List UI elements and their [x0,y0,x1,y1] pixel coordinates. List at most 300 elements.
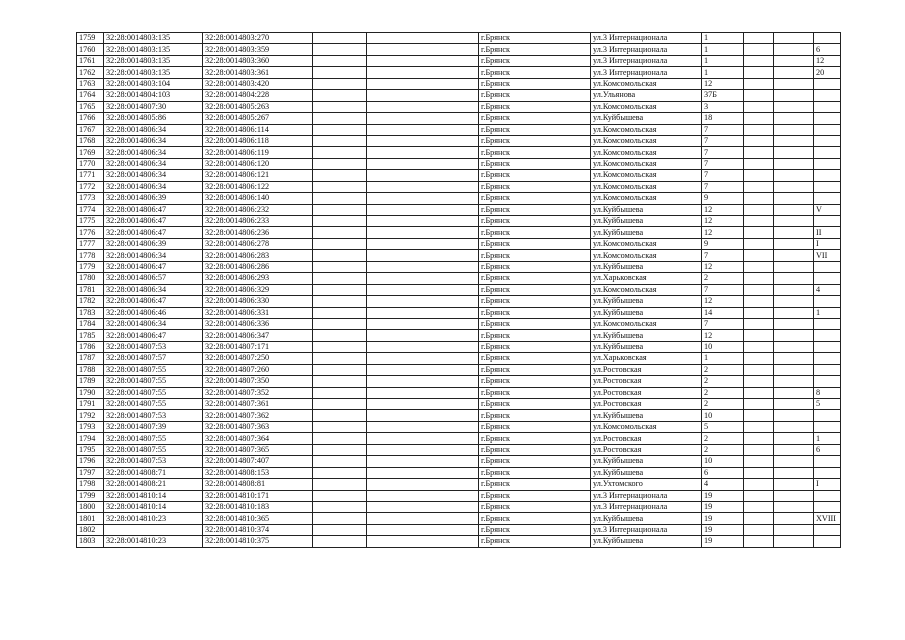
street-cell: ул.Комсомольская [591,124,702,135]
premises-number-cell [814,296,841,307]
empty-cell-b [367,113,479,124]
house-number-cell: 19 [702,536,744,547]
city-cell: г.Брянск [479,330,591,341]
city-cell: г.Брянск [479,55,591,66]
empty-cell-d [774,387,814,398]
empty-cell-a [313,250,367,261]
empty-cell-c [744,273,774,284]
cadastral-number-cell: 32:28:0014807:352 [203,387,313,398]
row-number-cell: 1798 [77,479,104,490]
empty-cell-c [744,341,774,352]
city-cell: г.Брянск [479,158,591,169]
row-number-cell: 1786 [77,341,104,352]
cadastral-number-cell: 32:28:0014806:120 [203,158,313,169]
city-cell: г.Брянск [479,399,591,410]
row-number-cell: 1772 [77,181,104,192]
empty-cell-b [367,250,479,261]
empty-cell-c [744,364,774,375]
premises-number-cell [814,147,841,158]
parent-cadastral-cell: 32:28:0014803:104 [104,78,203,89]
empty-cell-d [774,113,814,124]
cadastral-number-cell: 32:28:0014807:260 [203,364,313,375]
street-cell: ул.Куйбышева [591,341,702,352]
empty-cell-d [774,55,814,66]
empty-cell-a [313,421,367,432]
house-number-cell: 2 [702,444,744,455]
empty-cell-b [367,387,479,398]
row-number-cell: 1778 [77,250,104,261]
row-number-cell: 1784 [77,318,104,329]
empty-cell-b [367,341,479,352]
city-cell: г.Брянск [479,490,591,501]
empty-cell-d [774,433,814,444]
street-cell: ул.Куйбышева [591,467,702,478]
city-cell: г.Брянск [479,467,591,478]
empty-cell-c [744,67,774,78]
empty-cell-c [744,353,774,364]
city-cell: г.Брянск [479,501,591,512]
house-number-cell: 12 [702,78,744,89]
city-cell: г.Брянск [479,147,591,158]
empty-cell-b [367,193,479,204]
empty-cell-b [367,238,479,249]
premises-number-cell [814,158,841,169]
row-number-cell: 1792 [77,410,104,421]
parent-cadastral-cell: 32:28:0014810:14 [104,490,203,501]
street-cell: ул.Куйбышева [591,296,702,307]
city-cell: г.Брянск [479,273,591,284]
empty-cell-a [313,216,367,227]
row-number-cell: 1779 [77,261,104,272]
cadastral-number-cell: 32:28:0014807:407 [203,456,313,467]
parent-cadastral-cell: 32:28:0014807:39 [104,421,203,432]
street-cell: ул.Ухтомского [591,479,702,490]
table-row [77,44,841,55]
table-row [77,55,841,66]
parent-cadastral-cell: 32:28:0014810:23 [104,536,203,547]
house-number-cell: 12 [702,330,744,341]
empty-cell-a [313,170,367,181]
house-number-cell: 1 [702,44,744,55]
cadastral-number-cell: 32:28:0014803:270 [203,33,313,44]
house-number-cell: 2 [702,273,744,284]
house-number-cell: 1 [702,67,744,78]
cadastral-number-cell: 32:28:0014806:233 [203,216,313,227]
parent-cadastral-cell: 32:28:0014807:55 [104,433,203,444]
empty-cell-a [313,101,367,112]
row-number-cell: 1787 [77,353,104,364]
empty-cell-b [367,284,479,295]
premises-number-cell [814,216,841,227]
premises-number-cell [814,33,841,44]
table-row [77,67,841,78]
parent-cadastral-cell: 32:28:0014806:34 [104,318,203,329]
empty-cell-d [774,90,814,101]
premises-number-cell [814,410,841,421]
city-cell: г.Брянск [479,284,591,295]
city-cell: г.Брянск [479,44,591,55]
row-number-cell: 1789 [77,376,104,387]
row-number-cell: 1761 [77,55,104,66]
empty-cell-a [313,44,367,55]
empty-cell-c [744,147,774,158]
table-row [77,387,841,398]
empty-cell-c [744,216,774,227]
empty-cell-b [367,410,479,421]
cadastral-number-cell: 32:28:0014806:140 [203,193,313,204]
empty-cell-a [313,341,367,352]
street-cell: ул.3 Интернационала [591,55,702,66]
cadastral-number-cell: 32:28:0014806:286 [203,261,313,272]
table-row [77,364,841,375]
cadastral-number-cell: 32:28:0014807:362 [203,410,313,421]
parent-cadastral-cell: 32:28:0014806:34 [104,135,203,146]
premises-number-cell [814,341,841,352]
empty-cell-c [744,227,774,238]
city-cell: г.Брянск [479,364,591,375]
empty-cell-c [744,433,774,444]
street-cell: ул.3 Интернационала [591,33,702,44]
empty-cell-c [744,193,774,204]
city-cell: г.Брянск [479,124,591,135]
street-cell: ул.Комсомольская [591,170,702,181]
parent-cadastral-cell: 32:28:0014806:47 [104,330,203,341]
empty-cell-a [313,513,367,524]
table-row [77,399,841,410]
empty-cell-b [367,78,479,89]
cadastral-number-cell: 32:28:0014807:171 [203,341,313,352]
premises-number-cell [814,101,841,112]
parent-cadastral-cell: 32:28:0014805:86 [104,113,203,124]
registry-table [76,32,841,548]
empty-cell-d [774,101,814,112]
empty-cell-a [313,330,367,341]
premises-number-cell [814,135,841,146]
parent-cadastral-cell: 32:28:0014803:135 [104,67,203,78]
house-number-cell: 14 [702,307,744,318]
empty-cell-c [744,113,774,124]
empty-cell-c [744,376,774,387]
empty-cell-c [744,101,774,112]
empty-cell-a [313,193,367,204]
parent-cadastral-cell: 32:28:0014806:47 [104,296,203,307]
city-cell: г.Брянск [479,33,591,44]
table-row [77,524,841,535]
row-number-cell: 1770 [77,158,104,169]
empty-cell-a [313,456,367,467]
house-number-cell: 5 [702,421,744,432]
premises-number-cell [814,421,841,432]
parent-cadastral-cell: 32:28:0014806:34 [104,181,203,192]
table-row [77,296,841,307]
street-cell: ул.Комсомольская [591,238,702,249]
empty-cell-b [367,501,479,512]
table-row [77,490,841,501]
empty-cell-d [774,490,814,501]
empty-cell-d [774,170,814,181]
row-number-cell: 1782 [77,296,104,307]
empty-cell-a [313,227,367,238]
empty-cell-d [774,341,814,352]
row-number-cell: 1763 [77,78,104,89]
table-row [77,238,841,249]
premises-number-cell [814,261,841,272]
empty-cell-d [774,284,814,295]
cadastral-number-cell: 32:28:0014805:267 [203,113,313,124]
street-cell: ул.Куйбышева [591,307,702,318]
table-row [77,410,841,421]
parent-cadastral-cell: 32:28:0014806:34 [104,147,203,158]
parent-cadastral-cell: 32:28:0014807:55 [104,364,203,375]
empty-cell-a [313,181,367,192]
table-row [77,501,841,512]
house-number-cell: 12 [702,216,744,227]
cadastral-number-cell: 32:28:0014807:363 [203,421,313,432]
cadastral-number-cell: 32:28:0014806:121 [203,170,313,181]
empty-cell-d [774,536,814,547]
table-row [77,135,841,146]
parent-cadastral-cell: 32:28:0014807:55 [104,399,203,410]
city-cell: г.Брянск [479,67,591,78]
house-number-cell: 18 [702,113,744,124]
empty-cell-d [774,524,814,535]
street-cell: ул.3 Интернационала [591,67,702,78]
parent-cadastral-cell: 32:28:0014806:47 [104,261,203,272]
table-row [77,318,841,329]
empty-cell-d [774,227,814,238]
city-cell: г.Брянск [479,318,591,329]
empty-cell-c [744,250,774,261]
house-number-cell: 1 [702,353,744,364]
empty-cell-a [313,399,367,410]
empty-cell-c [744,204,774,215]
empty-cell-c [744,124,774,135]
empty-cell-b [367,307,479,318]
empty-cell-c [744,44,774,55]
house-number-cell: 2 [702,433,744,444]
street-cell: ул.Комсомольская [591,147,702,158]
empty-cell-b [367,456,479,467]
empty-cell-b [367,296,479,307]
house-number-cell: 7 [702,318,744,329]
parent-cadastral-cell: 32:28:0014806:39 [104,193,203,204]
row-number-cell: 1774 [77,204,104,215]
table-row [77,78,841,89]
cadastral-number-cell: 32:28:0014803:361 [203,67,313,78]
city-cell: г.Брянск [479,204,591,215]
empty-cell-a [313,147,367,158]
premises-number-cell [814,490,841,501]
table-row [77,433,841,444]
house-number-cell: 19 [702,501,744,512]
row-number-cell: 1762 [77,67,104,78]
row-number-cell: 1780 [77,273,104,284]
premises-number-cell [814,364,841,375]
premises-number-cell [814,113,841,124]
city-cell: г.Брянск [479,296,591,307]
cadastral-number-cell: 32:28:0014807:364 [203,433,313,444]
table-row [77,444,841,455]
empty-cell-a [313,433,367,444]
empty-cell-a [313,284,367,295]
empty-cell-b [367,170,479,181]
city-cell: г.Брянск [479,524,591,535]
parent-cadastral-cell: 32:28:0014806:47 [104,216,203,227]
city-cell: г.Брянск [479,181,591,192]
empty-cell-a [313,296,367,307]
empty-cell-d [774,421,814,432]
premises-number-cell [814,501,841,512]
street-cell: ул.Комсомольская [591,135,702,146]
empty-cell-d [774,273,814,284]
parent-cadastral-cell: 32:28:0014807:55 [104,444,203,455]
empty-cell-a [313,501,367,512]
street-cell: ул.Куйбышева [591,536,702,547]
empty-cell-a [313,113,367,124]
table-row [77,330,841,341]
cadastral-number-cell: 32:28:0014806:330 [203,296,313,307]
empty-cell-c [744,296,774,307]
empty-cell-b [367,147,479,158]
row-number-cell: 1800 [77,501,104,512]
empty-cell-d [774,135,814,146]
house-number-cell: 7 [702,250,744,261]
empty-cell-c [744,479,774,490]
empty-cell-c [744,181,774,192]
empty-cell-b [367,124,479,135]
empty-cell-c [744,330,774,341]
parent-cadastral-cell: 32:28:0014807:53 [104,456,203,467]
premises-number-cell: XVIII [814,513,841,524]
empty-cell-b [367,318,479,329]
premises-number-cell [814,467,841,478]
street-cell: ул.Комсомольская [591,250,702,261]
empty-cell-c [744,410,774,421]
premises-number-cell [814,376,841,387]
empty-cell-c [744,501,774,512]
empty-cell-d [774,78,814,89]
street-cell: ул.Ростовская [591,433,702,444]
table-row [77,33,841,44]
row-number-cell: 1799 [77,490,104,501]
empty-cell-b [367,421,479,432]
parent-cadastral-cell: 32:28:0014807:53 [104,341,203,352]
empty-cell-b [367,33,479,44]
row-number-cell: 1783 [77,307,104,318]
parent-cadastral-cell: 32:28:0014803:135 [104,33,203,44]
table-row [77,284,841,295]
empty-cell-b [367,524,479,535]
row-number-cell: 1788 [77,364,104,375]
empty-cell-a [313,135,367,146]
street-cell: ул.3 Интернационала [591,501,702,512]
cadastral-number-cell: 32:28:0014810:365 [203,513,313,524]
city-cell: г.Брянск [479,261,591,272]
premises-number-cell [814,353,841,364]
empty-cell-b [367,101,479,112]
street-cell: ул.Куйбышева [591,113,702,124]
house-number-cell: 7 [702,170,744,181]
empty-cell-a [313,467,367,478]
city-cell: г.Брянск [479,78,591,89]
street-cell: ул.Куйбышева [591,216,702,227]
street-cell: ул.Ростовская [591,444,702,455]
street-cell: ул.Куйбышева [591,330,702,341]
cadastral-number-cell: 32:28:0014806:122 [203,181,313,192]
empty-cell-a [313,479,367,490]
row-number-cell: 1790 [77,387,104,398]
empty-cell-a [313,33,367,44]
empty-cell-c [744,261,774,272]
empty-cell-b [367,433,479,444]
empty-cell-d [774,67,814,78]
parent-cadastral-cell: 32:28:0014806:34 [104,124,203,135]
empty-cell-c [744,307,774,318]
parent-cadastral-cell: 32:28:0014807:55 [104,387,203,398]
cadastral-number-cell: 32:28:0014806:331 [203,307,313,318]
empty-cell-d [774,296,814,307]
empty-cell-b [367,479,479,490]
street-cell: ул.Куйбышева [591,204,702,215]
empty-cell-c [744,55,774,66]
table-row [77,353,841,364]
row-number-cell: 1802 [77,524,104,535]
street-cell: ул.Харьковская [591,273,702,284]
street-cell: ул.Комсомольская [591,421,702,432]
empty-cell-b [367,216,479,227]
cadastral-number-cell: 32:28:0014806:236 [203,227,313,238]
table-row [77,456,841,467]
empty-cell-d [774,33,814,44]
empty-cell-c [744,456,774,467]
empty-cell-a [313,536,367,547]
city-cell: г.Брянск [479,421,591,432]
street-cell: ул.Куйбышева [591,261,702,272]
parent-cadastral-cell [104,524,203,535]
empty-cell-d [774,318,814,329]
parent-cadastral-cell: 32:28:0014806:46 [104,307,203,318]
city-cell: г.Брянск [479,227,591,238]
street-cell: ул.Ульянова [591,90,702,101]
city-cell: г.Брянск [479,101,591,112]
empty-cell-c [744,490,774,501]
house-number-cell: 7 [702,284,744,295]
house-number-cell: 10 [702,456,744,467]
house-number-cell: 12 [702,261,744,272]
empty-cell-d [774,158,814,169]
row-number-cell: 1768 [77,135,104,146]
row-number-cell: 1769 [77,147,104,158]
house-number-cell: 1 [702,55,744,66]
row-number-cell: 1785 [77,330,104,341]
row-number-cell: 1760 [77,44,104,55]
premises-number-cell: 8 [814,387,841,398]
city-cell: г.Брянск [479,170,591,181]
empty-cell-c [744,444,774,455]
premises-number-cell: VII [814,250,841,261]
parent-cadastral-cell: 32:28:0014806:47 [104,227,203,238]
house-number-cell: 12 [702,296,744,307]
empty-cell-c [744,467,774,478]
table-row [77,421,841,432]
parent-cadastral-cell: 32:28:0014803:135 [104,55,203,66]
city-cell: г.Брянск [479,387,591,398]
row-number-cell: 1773 [77,193,104,204]
parent-cadastral-cell: 32:28:0014807:30 [104,101,203,112]
city-cell: г.Брянск [479,113,591,124]
registry-table-body [77,33,841,548]
street-cell: ул.Комсомольская [591,101,702,112]
